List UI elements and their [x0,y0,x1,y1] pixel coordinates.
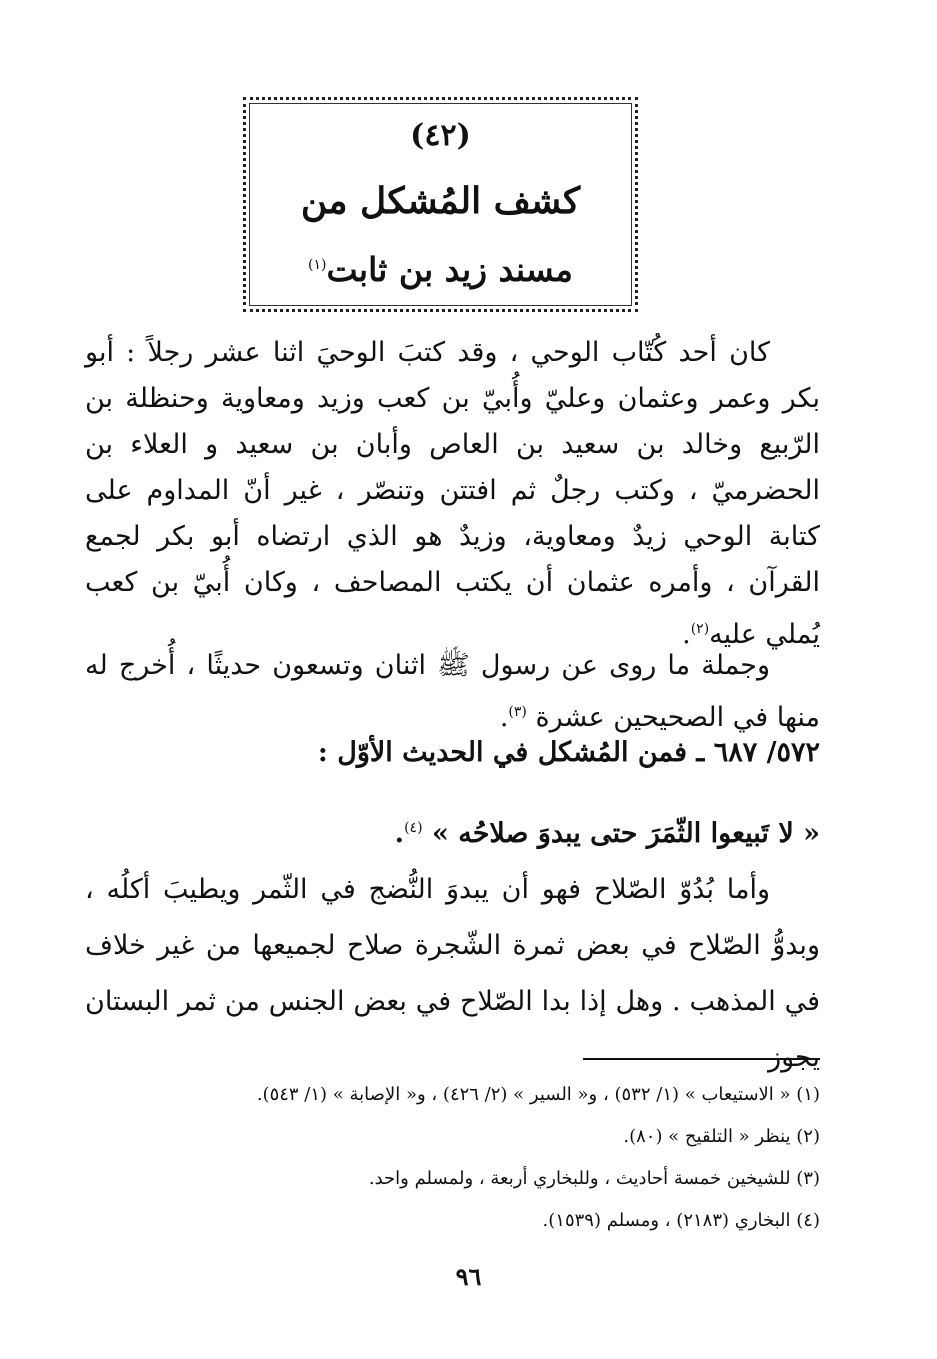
paragraph-1-text: كان أحد كُتّاب الوحي ، وقد كتبَ الوحيَ اثنا عشر رجلاً : أبو بكر وعمر وعثمان وعليّ وأُبيّ بن كعب وزيد ومعاوية وحنظلة بن الرّبيع وخالد بن سعيد بن العاص وأبان بن سعيد و العلاء بن الحضرميّ ، وكتب رجلٌ ثم افتتن وتنصّر ، غير أنّ المداوم على كتابة الوحي زيدٌ ومعاوية، وزيدٌ هو الذي ارتضاه أبو بكر لجمع القرآن ، وأمره عثمان أن يكتب المصاحف ، وكان أُبيّ بن كعب يُملي عليه [85,337,820,650]
paragraph-2: وجملة ما روى عن رسول ﷺ اثنان وتسعون حديثًا ، أُخرج له منها في الصحيحين عشرة $^{(٣)}$. [85,650,820,733]
footnote-divider [583,1058,820,1060]
paragraph-1: كان أحد كُتّاب الوحي ، وقد كتبَ الوحيَ اثنا عشر رجلاً : أبو بكر وعمر وعثمان وعليّ وأُبيّ بن كعب وزيد ومعاوية وحنظلة بن الرّبيع وخالد بن سعيد بن العاص وأبان بن سعيد و العلاء بن الحضرميّ ، وكتب رجلٌ ثم افتتن وتنصّر ، غير أنّ المداوم على كتابة الوحي زيدٌ ومعاوية، وزيدٌ هو الذي ارتضاه أبو بكر لجمع القرآن ، وأمره عثمان أن يكتب المصاحف ، وكان أُبيّ بن كعب يُملي عليه$^{(٢)}$. [85,337,820,650]
footnote-marker-2: (٢) [690,621,710,637]
chapter-title-line2-text: مسند زيد بن ثابت [326,250,573,289]
page-number: ٩٦ [455,1262,482,1291]
footnote-marker-3: (٣) [508,704,527,720]
chapter-title-line1: كشف المُشكل من [300,180,581,222]
paragraph-2-text: وجملة ما روى عن رسول ﷺ اثنان وتسعون حديثًا ، أُخرج له منها في الصحيحين عشرة [85,650,820,733]
footnotes [120,1074,820,1242]
footnote-1: (١) « الاستيعاب » (١/ ٥٣٢) ، و« السير » (٢/ ٤٢٦) ، و« الإصابة » (١/ ٥٤٣). [256,1084,820,1105]
footnote-marker-4: (٤) [404,820,423,836]
footnote-4: (٤) البخاري (٢١٨٣) ، ومسلم (١٥٣٩). [542,1210,820,1231]
paragraph-3: وأما بُدُوّ الصّلاح فهو أن يبدوَ النُّضج في الثّمر ويطيبَ أكلُه ، وبدوُّ الصّلاح في بعض ثمرة الشّجرة صلاح لجميعها من غير خلاف في المذهب . وهل إذا بدا الصّلاح في بعض الجنس من ثمر البستان يجوز [85,874,820,1073]
hadith-quote: « لا تَبيعوا الثّمَرَ حتى يبدوَ صلاحُه » [431,818,820,849]
footnote-3: (٣) للشيخين خمسة أحاديث ، وللبخاري أربعة ، ولمسلم واحد. [368,1168,820,1189]
hadith-heading: ٥٧٢/ ٦٨٧ ـ فمن المُشكل في الحديث الأوّل : [317,737,820,768]
chapter-number: (٤٢) [410,118,471,153]
footnote-2: (٢) ينظر « التلقيح » (٨٠). [623,1126,820,1147]
hadith-text: « لا تَبيعوا الثّمَرَ حتى يبدوَ صلاحُه » $^{(٤)}$. [394,818,820,849]
chapter-title-box [243,97,638,312]
chapter-title-line2 [246,250,635,289]
footnote-marker-1: (١) [308,257,327,273]
